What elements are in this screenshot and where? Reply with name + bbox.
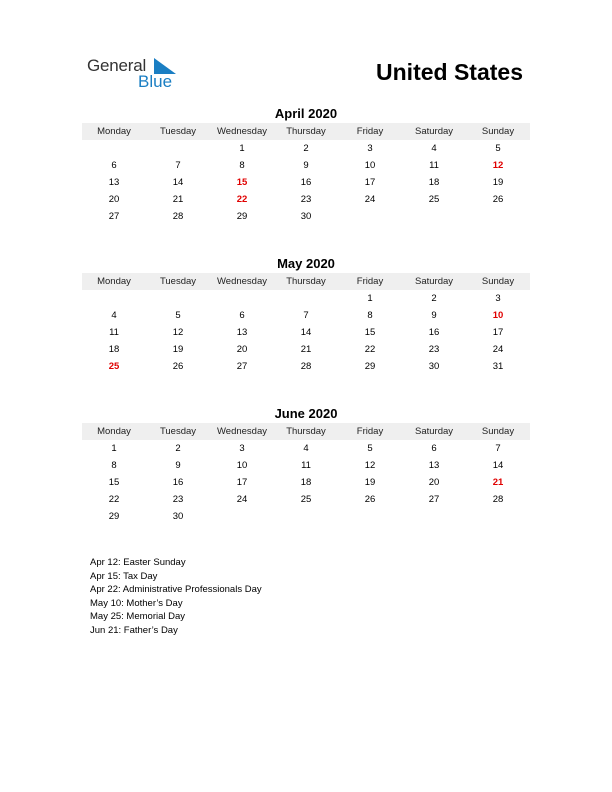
day-cell: 18 (428, 177, 440, 188)
day-cell: 3 (239, 443, 245, 454)
week-row (82, 457, 530, 474)
week-row (82, 440, 530, 457)
day-cell: 14 (492, 460, 504, 471)
day-cell: 18 (108, 344, 120, 355)
month-title: June 2020 (274, 406, 338, 421)
empty-day-cell (466, 208, 530, 225)
day-cell: 12 (172, 327, 184, 338)
day-cell: 3 (495, 293, 501, 304)
day-cell: 17 (492, 327, 504, 338)
empty-day-cell (402, 208, 466, 225)
day-cell: 16 (300, 177, 312, 188)
day-cell: 25 (428, 194, 440, 205)
day-cell: 24 (364, 194, 376, 205)
day-cell: 22 (236, 194, 248, 205)
day-cell: 27 (428, 494, 440, 505)
country-title: United States (376, 59, 523, 85)
day-cell: 23 (428, 344, 440, 355)
day-cell: 19 (172, 344, 184, 355)
day-cell: 14 (300, 327, 312, 338)
week-row (82, 208, 530, 225)
day-cell: 16 (428, 327, 440, 338)
day-cell: 1 (239, 143, 245, 154)
day-cell: 20 (236, 344, 248, 355)
generalblue-logo (87, 56, 187, 92)
week-row (82, 508, 530, 525)
day-cell: 19 (364, 477, 376, 488)
week-row (82, 358, 530, 375)
empty-day-cell (146, 140, 210, 157)
weekday-header: Wednesday (210, 423, 274, 440)
day-cell: 12 (492, 160, 504, 171)
day-cell: 16 (172, 477, 184, 488)
empty-day-cell (338, 208, 402, 225)
calendar-body (82, 290, 530, 375)
day-cell: 20 (108, 194, 120, 205)
week-row (82, 324, 530, 341)
day-cell: 23 (172, 494, 184, 505)
week-row (82, 290, 530, 307)
weekday-header: Tuesday (146, 273, 210, 290)
day-cell: 2 (431, 293, 437, 304)
weekday-header: Wednesday (210, 273, 274, 290)
day-cell: 15 (364, 327, 376, 338)
day-cell: 25 (108, 361, 120, 372)
month-block-april (82, 105, 530, 225)
week-row (82, 341, 530, 358)
week-row (82, 191, 530, 208)
day-cell: 29 (236, 211, 248, 222)
day-cell: 8 (239, 160, 245, 171)
day-cell: 30 (300, 211, 312, 222)
day-cell: 26 (492, 194, 504, 205)
empty-day-cell (82, 290, 146, 307)
day-cell: 15 (108, 477, 120, 488)
weekday-header: Sunday (466, 123, 530, 140)
calendar-grid (82, 273, 530, 375)
day-cell: 8 (111, 460, 117, 471)
day-cell: 4 (111, 310, 117, 321)
day-cell: 19 (492, 177, 504, 188)
weekday-header: Monday (82, 123, 146, 140)
week-row (82, 491, 530, 508)
day-cell: 28 (492, 494, 504, 505)
day-cell: 14 (172, 177, 184, 188)
day-cell: 11 (429, 160, 439, 171)
weekday-header: Monday (82, 423, 146, 440)
weekday-header: Sunday (466, 423, 530, 440)
day-cell: 30 (172, 511, 184, 522)
day-cell: 23 (300, 194, 312, 205)
weekday-header: Friday (338, 423, 402, 440)
calendar-body (82, 440, 530, 525)
holiday-note: Apr 22: Administrative Professionals Day (90, 584, 262, 595)
day-cell: 27 (236, 361, 248, 372)
weekday-header-row (82, 273, 530, 290)
day-cell: 21 (172, 194, 184, 205)
day-cell: 24 (492, 344, 504, 355)
day-cell: 28 (172, 211, 184, 222)
day-cell: 1 (367, 293, 373, 304)
week-row (82, 140, 530, 157)
day-cell: 2 (175, 443, 181, 454)
weekday-header: Wednesday (210, 123, 274, 140)
month-title: May 2020 (277, 256, 335, 271)
empty-day-cell (210, 508, 274, 525)
day-cell: 3 (367, 143, 373, 154)
day-cell: 4 (303, 443, 309, 454)
day-cell: 9 (431, 310, 437, 321)
weekday-header: Sunday (466, 273, 530, 290)
calendar-grid (82, 123, 530, 225)
day-cell: 7 (175, 160, 181, 171)
month-block-june (82, 405, 530, 525)
calendar-body (82, 140, 530, 225)
day-cell: 6 (111, 160, 117, 171)
weekday-header: Saturday (402, 423, 466, 440)
empty-day-cell (338, 508, 402, 525)
empty-day-cell (146, 290, 210, 307)
day-cell: 1 (111, 443, 117, 454)
weekday-header: Saturday (402, 123, 466, 140)
weekday-header: Tuesday (146, 123, 210, 140)
day-cell: 21 (300, 344, 312, 355)
day-cell: 5 (175, 310, 181, 321)
holiday-note: Jun 21: Father’s Day (90, 624, 178, 636)
weekday-header: Tuesday (146, 423, 210, 440)
month-block-may (82, 255, 530, 375)
empty-day-cell (274, 508, 338, 525)
empty-day-cell (402, 508, 466, 525)
day-cell: 11 (301, 460, 311, 471)
weekday-header: Thursday (274, 423, 338, 440)
day-cell: 12 (364, 460, 376, 471)
weekday-header: Thursday (274, 123, 338, 140)
day-cell: 24 (236, 494, 248, 505)
week-row (82, 157, 530, 174)
day-cell: 26 (364, 494, 376, 505)
day-cell: 22 (364, 344, 376, 355)
empty-day-cell (466, 508, 530, 525)
day-cell: 31 (492, 361, 504, 372)
holiday-note: Apr 15: Tax Day (90, 570, 158, 582)
day-cell: 22 (108, 494, 120, 505)
logo-word-blue: Blue (138, 72, 173, 91)
weekday-header: Friday (338, 273, 402, 290)
day-cell: 11 (109, 327, 119, 338)
day-cell: 29 (108, 511, 120, 522)
day-cell: 25 (300, 494, 312, 505)
weekday-header-row (82, 423, 530, 440)
holiday-note: May 10: Mother’s Day (90, 597, 183, 609)
day-cell: 7 (495, 443, 501, 454)
day-cell: 2 (303, 143, 309, 154)
day-cell: 8 (367, 310, 373, 321)
day-cell: 4 (431, 143, 437, 154)
empty-day-cell (210, 290, 274, 307)
day-cell: 6 (431, 443, 437, 454)
day-cell: 30 (428, 361, 440, 372)
day-cell: 10 (364, 160, 376, 171)
day-cell: 5 (495, 143, 501, 154)
day-cell: 21 (492, 477, 504, 488)
weekday-header: Saturday (402, 273, 466, 290)
weekday-header: Friday (338, 123, 402, 140)
day-cell: 17 (364, 177, 376, 188)
day-cell: 18 (300, 477, 312, 488)
day-cell: 26 (172, 361, 184, 372)
week-row (82, 474, 530, 491)
day-cell: 6 (239, 310, 245, 321)
day-cell: 10 (492, 310, 504, 321)
day-cell: 17 (236, 477, 248, 488)
week-row (82, 307, 530, 324)
weekday-header-row (82, 123, 530, 140)
day-cell: 5 (367, 443, 373, 454)
day-cell: 29 (364, 361, 376, 372)
calendar-grid (82, 423, 530, 525)
holiday-note: Apr 12: Easter Sunday (90, 557, 186, 568)
day-cell: 13 (108, 177, 120, 188)
day-cell: 9 (303, 160, 309, 171)
holiday-notes (90, 556, 262, 637)
holiday-note: May 25: Memorial Day (90, 611, 186, 622)
empty-day-cell (274, 290, 338, 307)
day-cell: 28 (300, 361, 312, 372)
weekday-header: Monday (82, 273, 146, 290)
day-cell: 10 (236, 460, 248, 471)
day-cell: 20 (428, 477, 440, 488)
day-cell: 9 (175, 460, 181, 471)
day-cell: 7 (303, 310, 309, 321)
logo-word-general: General (87, 56, 147, 75)
week-row (82, 174, 530, 191)
month-title: April 2020 (274, 106, 338, 121)
weekday-header: Thursday (274, 273, 338, 290)
empty-day-cell (82, 140, 146, 157)
day-cell: 27 (108, 211, 120, 222)
day-cell: 13 (428, 460, 440, 471)
day-cell: 15 (236, 177, 248, 188)
day-cell: 13 (236, 327, 248, 338)
